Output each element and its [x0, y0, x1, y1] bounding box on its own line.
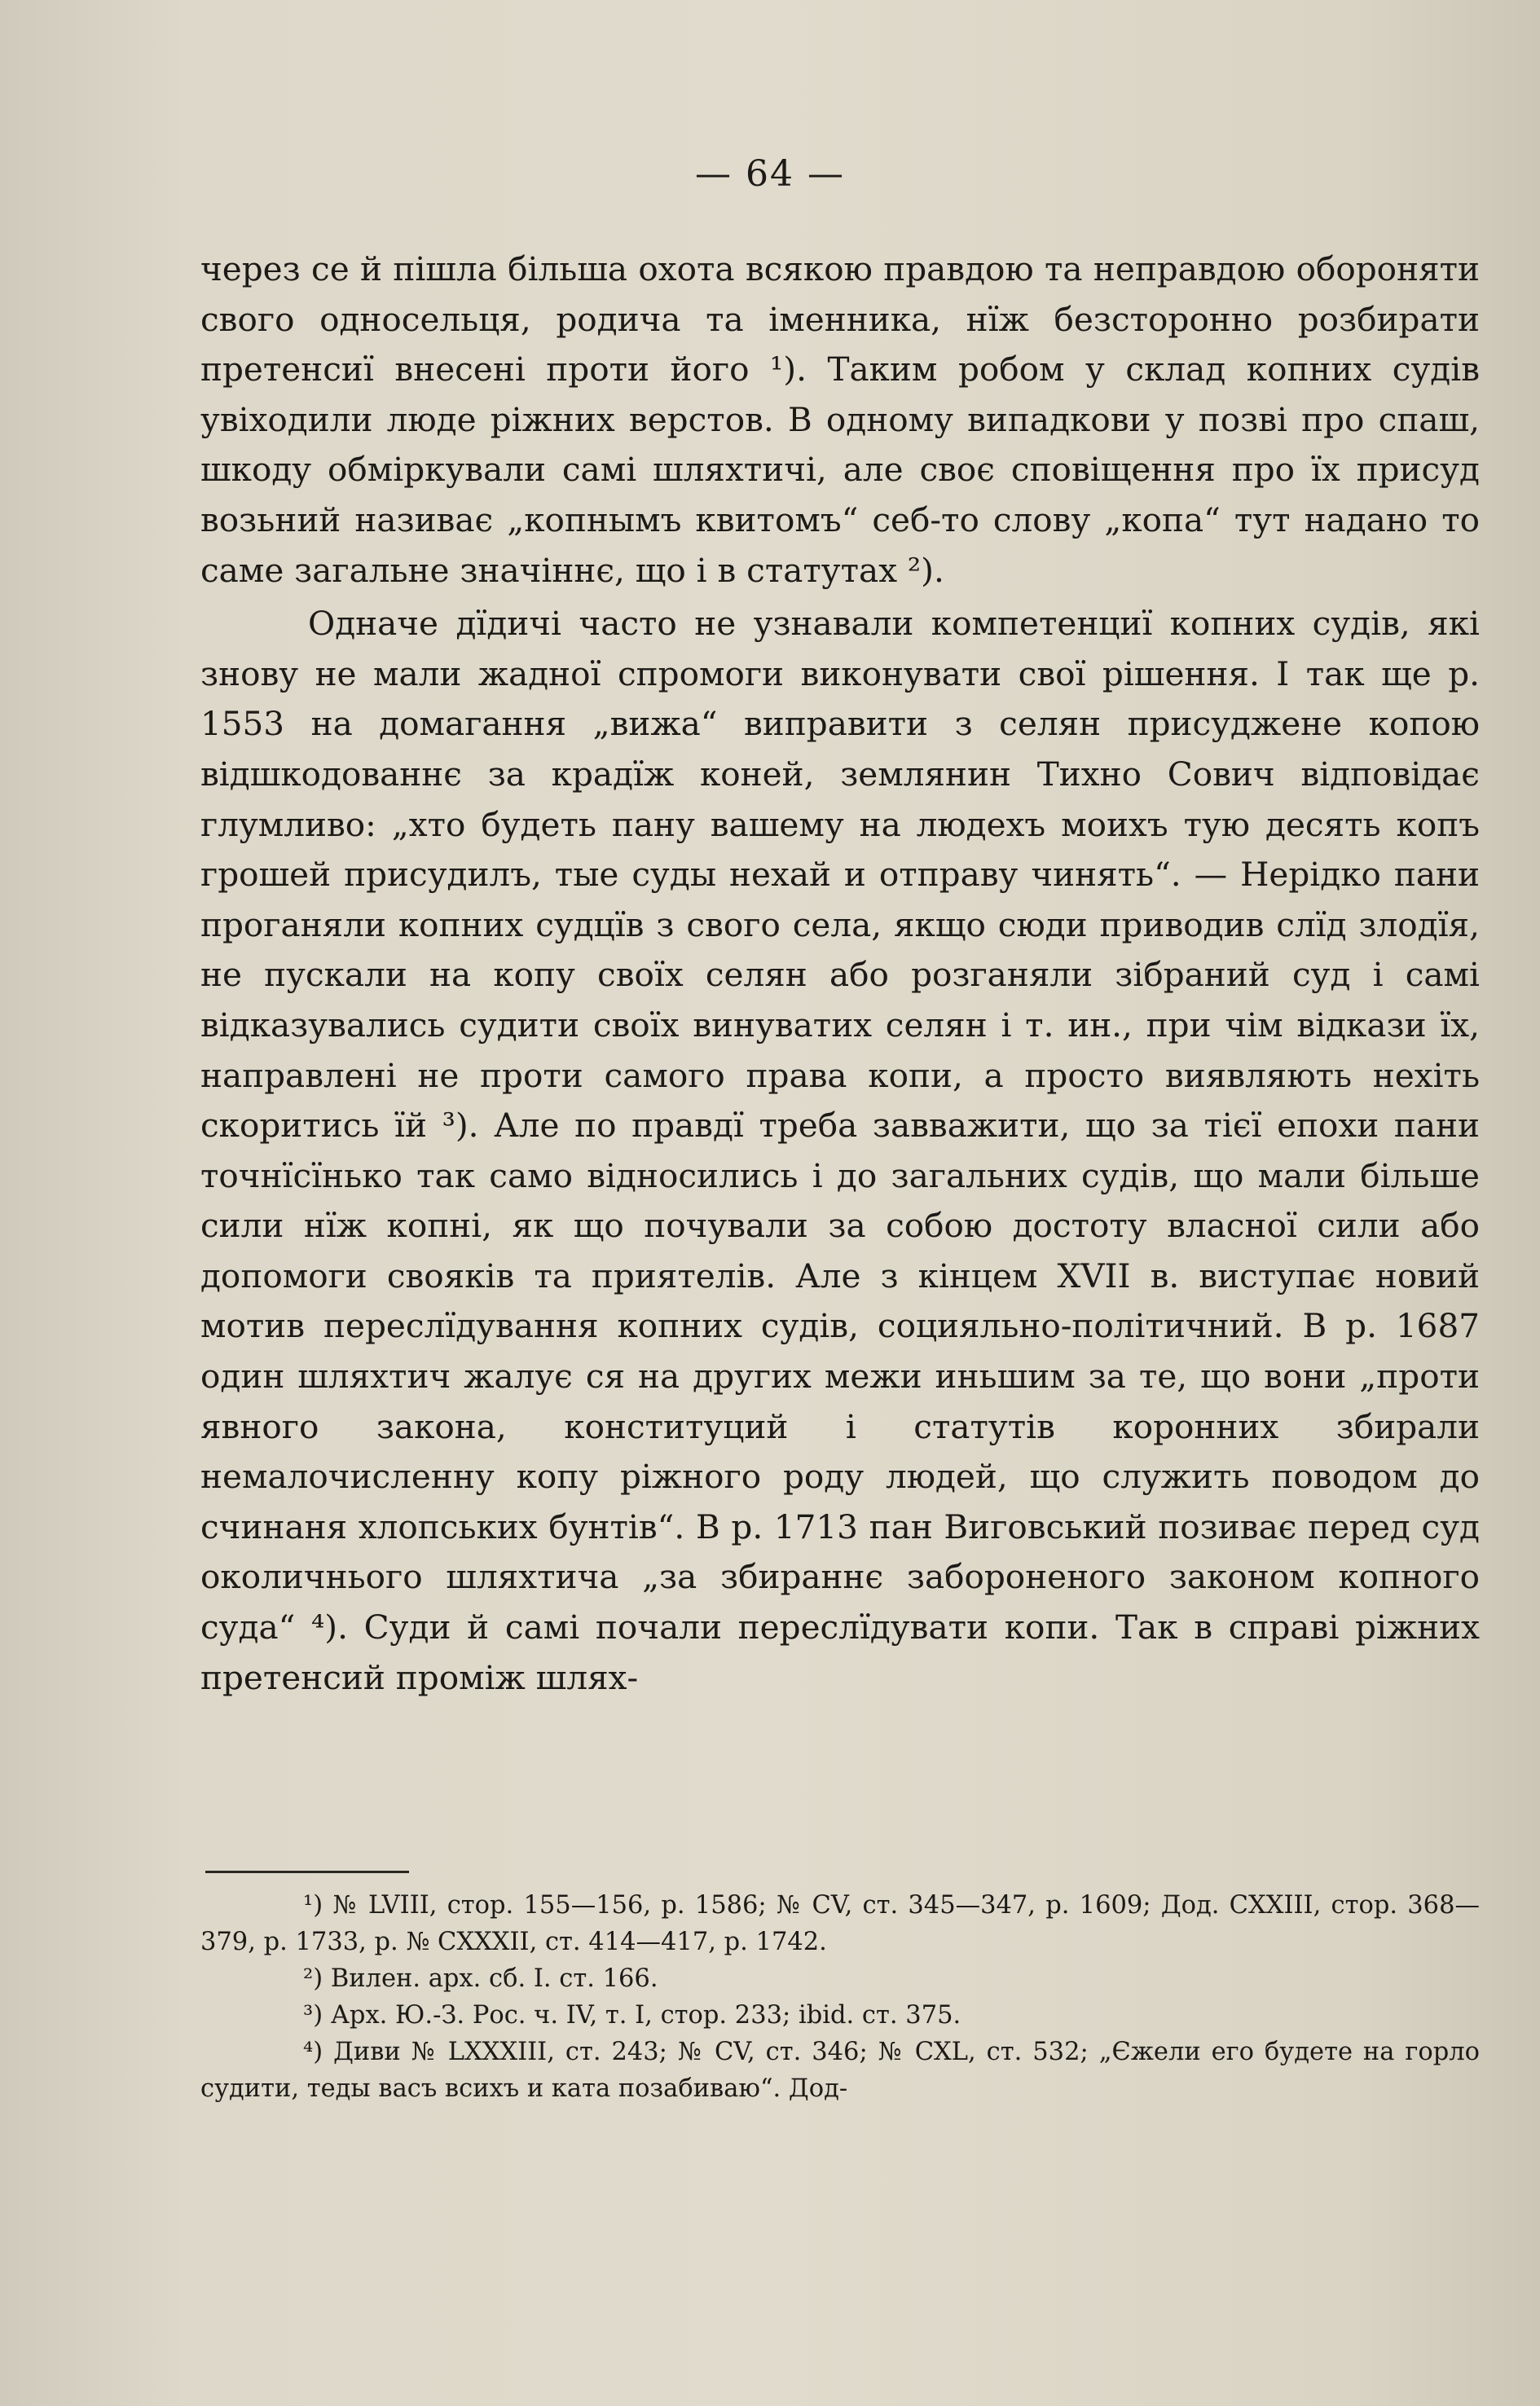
footnote-2: ²) Вилен. арх. сб. I. ст. 166.	[303, 1964, 658, 1993]
footnote-separator	[205, 1871, 409, 1873]
footnotes	[200, 1887, 1480, 2107]
footnote-4: ⁴) Диви № LXXXIII, ст. 243; № CV, ст. 346; № CXL, ст. 532; „Єжели его будете на горло судити, теды васъ всихъ и ката позабиваю“. Дод-	[200, 2038, 1480, 2103]
paragraph-2: Одначе дїдичі часто не узнавали компетенциї копних судів, які знову не мали жадної спромоги виконувати свої рішення. I так ще р. 1553 на домагання „вижа“ виправити з селян присуджене копою відшкодованнє за крадїж коней, землянин Тихно Сович відповідає глумливо: „хто будеть пану вашему на людехъ моихъ тую десять копъ грошей присудилъ, тые суды нехай и отправу чинять“. — Нерідко пани проганяли копних судцїв з свого села, якщо сюди приводив слїд злодїя, не пускали на копу своїх селян або розганяли зібраний суд і самі відказувались судити своїх винуватих селян і т. ин., при чім відкази їх, направлені не проти самого права копи, а просто виявляють нехіть скоритись їй ³). Але по правдї треба завважити, що за тієї епохи пани точнїсїнько так само відносились і до загальних судів, що мали більше сили нїж копні, як що почували за собою достоту власної сили або допомоги свояків та приятелів. Але з кінцем XVII в. виступає новий мотив переслїдування копних судів, социяльно-політичний. В р. 1687 один шляхтич жалує ся на других межи иньшим за те, що вони „проти явного закона, конституций і статутів коронних збирали немалочисленну копу ріжного роду людей, що служить поводом до счинаня хлопських бунтів“. В р. 1713 пан Виговський позиває перед суд околичнього шляхтича „за збираннє забороненого законом копного суда“ ⁴). Суди й самі почали переслїдувати копи. Так в справі ріжних претенсий проміж шлях-	[200, 604, 1480, 1697]
footnote-1: ¹) № LVIII, стор. 155—156, р. 1586; № CV, ст. 345—347, р. 1609; Дод. CXXIII, стор. 368—379, р. 1733, р. № CXXXII, ст. 414—417, р. 1742.	[200, 1891, 1480, 1956]
paragraph-1: через се й пішла більша охота всякою правдою та неправдою обороняти свого односельця, родича та іменника, нїж безсторонно розбирати претенсиї внесені проти його ¹). Таким робом у склад копних судів увіходили люде ріжних верстов. В одному випадкови у позві про спаш, шкоду обміркували самі шляхтичі, але своє сповіщення про їх присуд возьний називає „копнымъ квитомъ“ себ-то слову „копа“ тут надано то саме загальне значіннє, що і в статутах ²).	[200, 249, 1480, 590]
page-number: — 64 —	[695, 153, 845, 195]
body-text	[200, 244, 1480, 1703]
footnote-3: ³) Арх. Ю.-З. Рос. ч. IV, т. I, стор. 233; ibid. ст. 375.	[303, 2001, 961, 2030]
